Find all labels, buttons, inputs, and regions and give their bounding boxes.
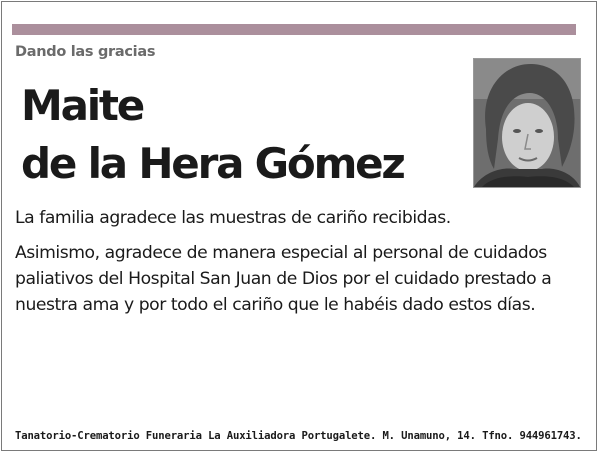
thanks-paragraph: La familia agradece las muestras de cariño recibidas. (15, 208, 451, 228)
deceased-photo (473, 58, 581, 188)
funeral-home-info: Tanatorio-Crematorio Funeraria La Auxiliadora Portugalete. M. Unamuno, 14. Tfno. 944961743. (15, 430, 582, 442)
deceased-first-name: Maite (21, 81, 144, 130)
accent-bar (12, 24, 576, 35)
special-thanks-paragraph: Asimismo, agradece de manera especial al personal de cuidados paliativos del Hospital San Juan de Dios por el cuidado prestado a nuestra ama y por todo el cariño que le habéis dado estos días. (15, 243, 552, 315)
deceased-surnames: de la Hera Gómez (21, 139, 404, 188)
notice-kicker: Dando las gracias (15, 44, 156, 60)
